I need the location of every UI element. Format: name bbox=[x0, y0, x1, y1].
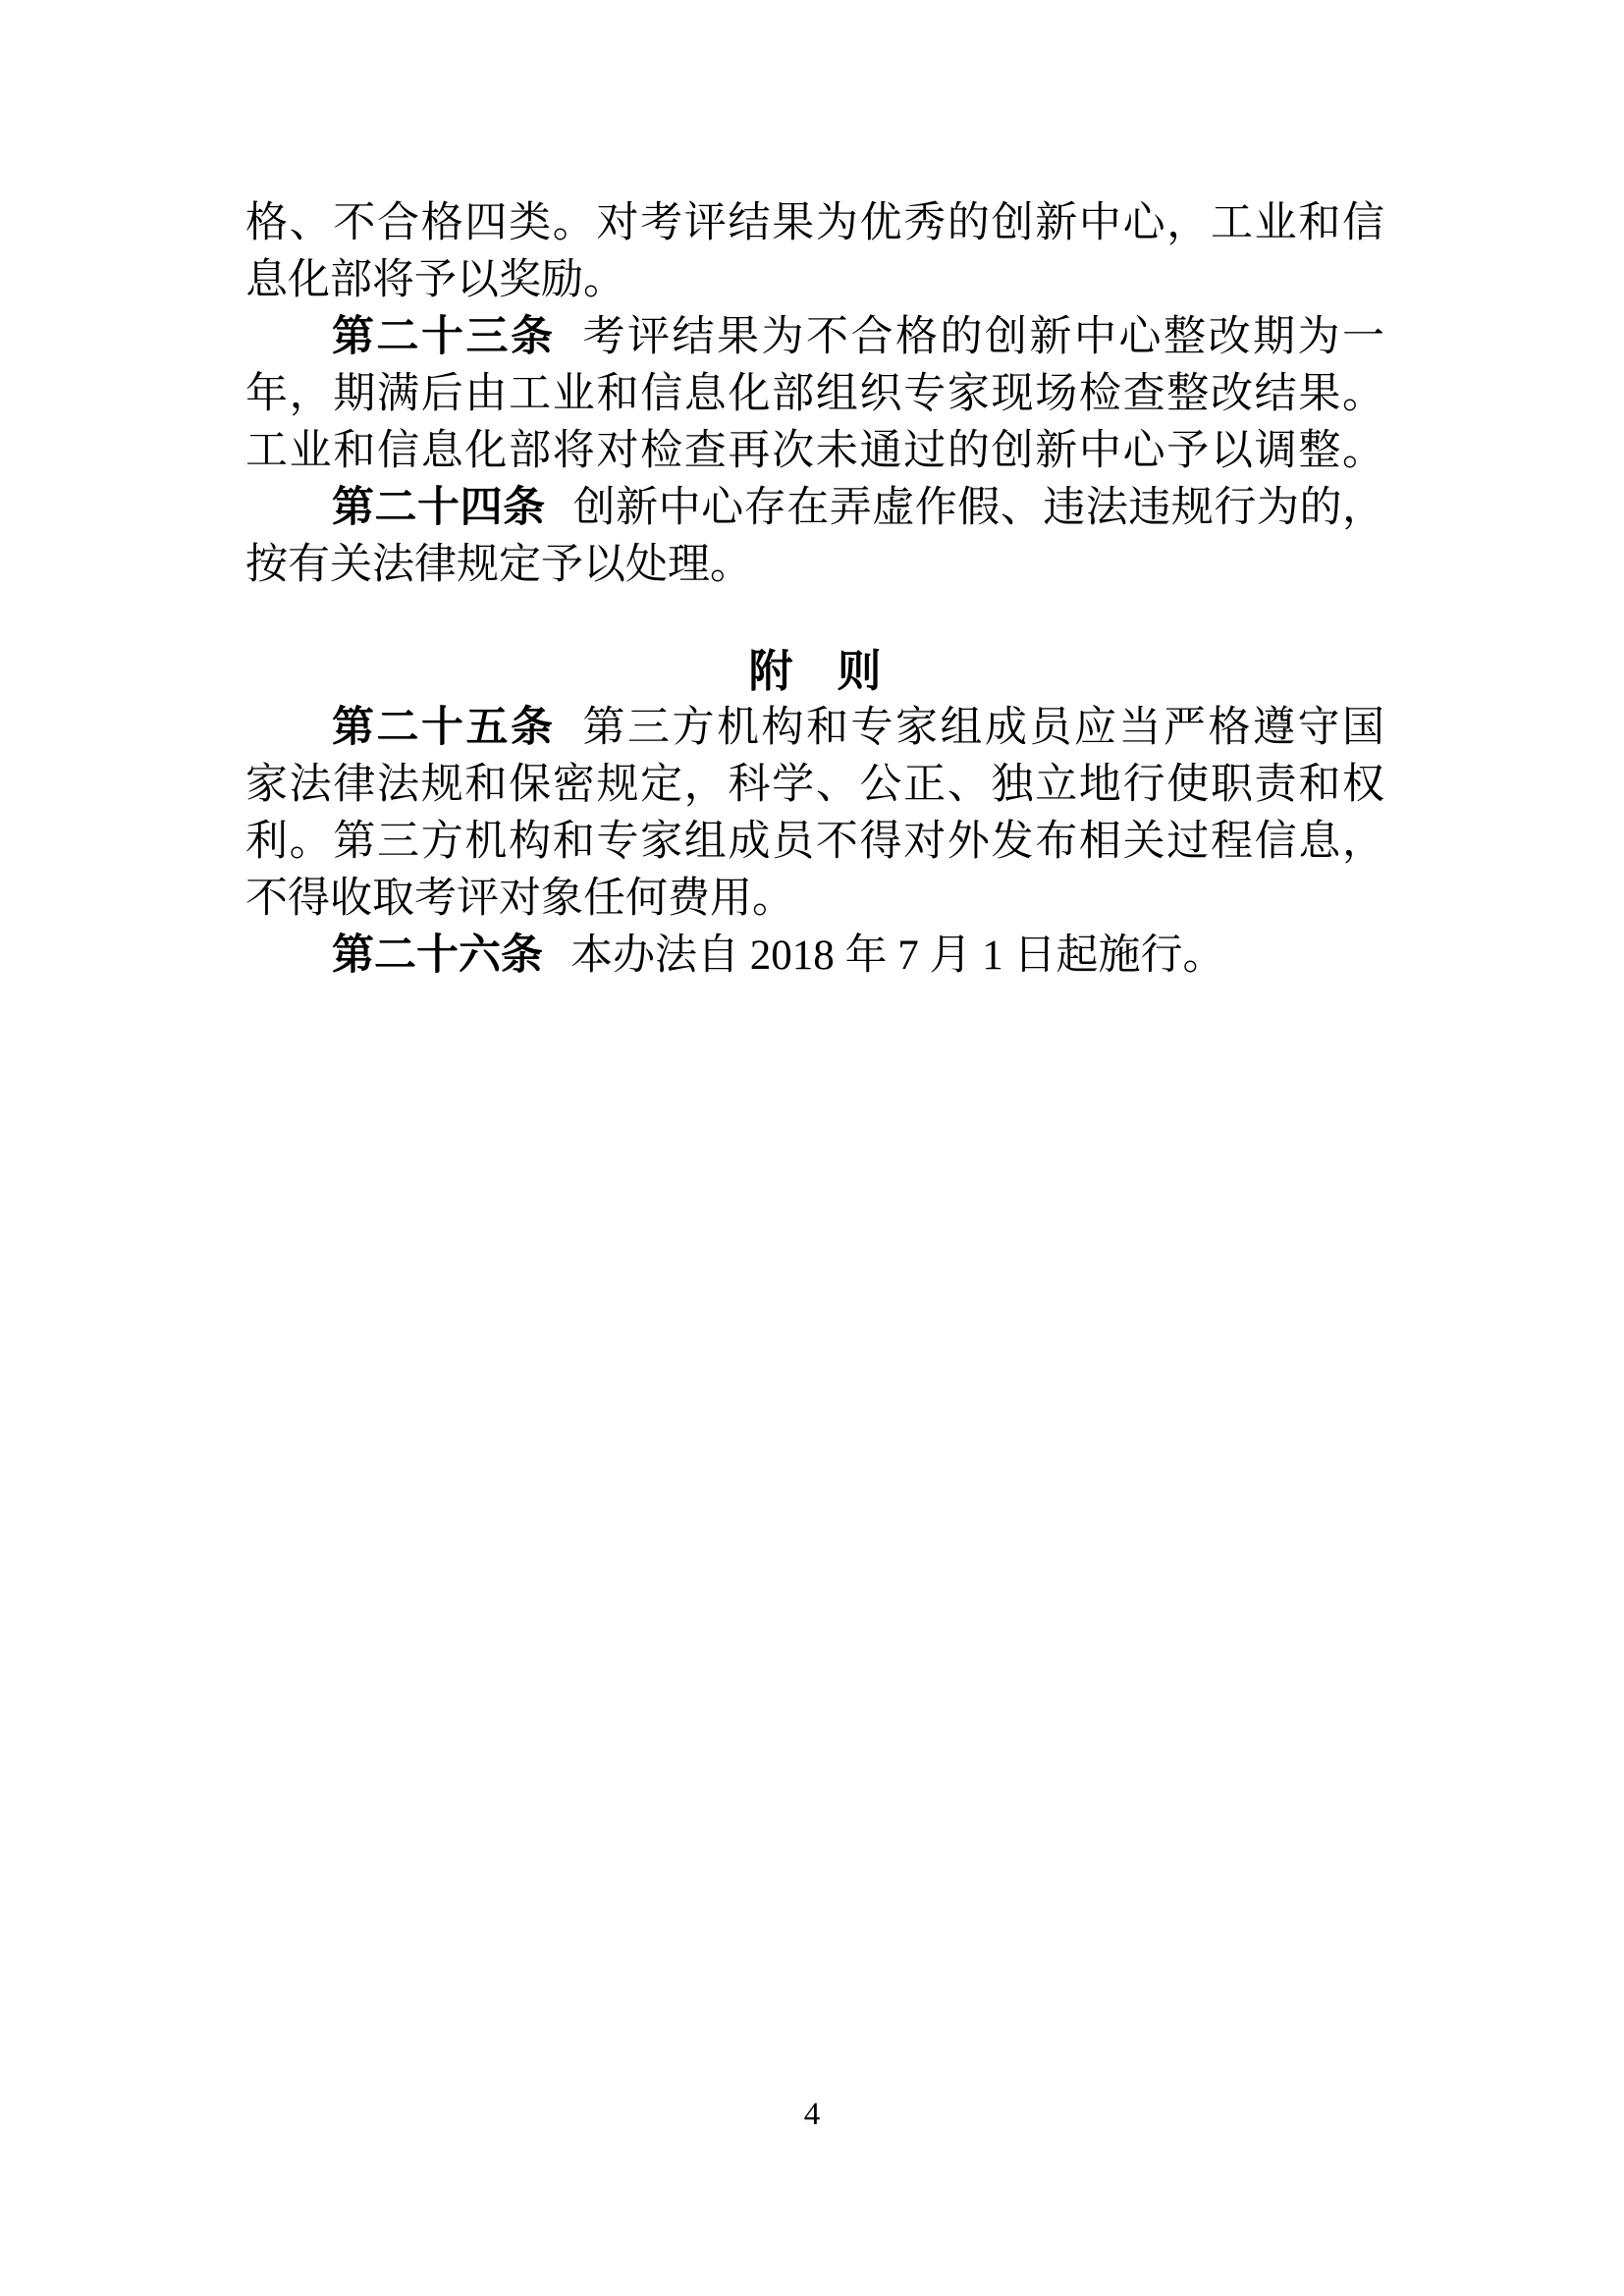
article-26-line bbox=[245, 928, 1384, 985]
article-26-text: 本办法自 2018 年 7 月 1 日起施行。 bbox=[570, 933, 1225, 979]
page-number: 4 bbox=[803, 2097, 821, 2132]
article-23-text: 考评结果为不合格的创新中心整改期为一 bbox=[582, 314, 1384, 360]
article-23-line bbox=[245, 309, 1384, 366]
body-line: 息化部将予以奖励。 bbox=[245, 257, 625, 303]
article-24-term: 第二十四条 bbox=[332, 485, 546, 531]
article-25-line: 家法律法规和保密规定，科学、公正、独立地行使职责和权 bbox=[245, 762, 1384, 808]
article-26-term: 第二十六条 bbox=[332, 933, 543, 979]
article-23-term: 第二十三条 bbox=[332, 314, 556, 360]
article-24-line: 按有关法律规定予以处理。 bbox=[245, 542, 752, 588]
article-24-text: 创新中心存在弄虚作假、违法违规行为的， bbox=[572, 485, 1385, 531]
article-25-line bbox=[245, 700, 1384, 757]
content-area bbox=[245, 195, 1384, 985]
article-24-line bbox=[245, 480, 1384, 537]
article-25-line: 不得收取考评对象任何费用。 bbox=[245, 876, 794, 922]
article-23-line: 工业和信息化部将对检查再次未通过的创新中心予以调整。 bbox=[245, 428, 1384, 474]
article-23-line: 年，期满后由工业和信息化部组织专家现场检查整改结果。 bbox=[245, 371, 1384, 417]
article-25-term: 第二十五条 bbox=[332, 705, 556, 751]
article-25-text: 第三方机构和专家组成员应当严格遵守国 bbox=[582, 705, 1384, 751]
body-line: 格、不合格四类。对考评结果为优秀的创新中心，工业和信 bbox=[245, 200, 1384, 246]
section-heading: 附 则 bbox=[748, 647, 882, 696]
article-25-line: 利。第三方机构和专家组成员不得对外发布相关过程信息， bbox=[245, 819, 1384, 865]
